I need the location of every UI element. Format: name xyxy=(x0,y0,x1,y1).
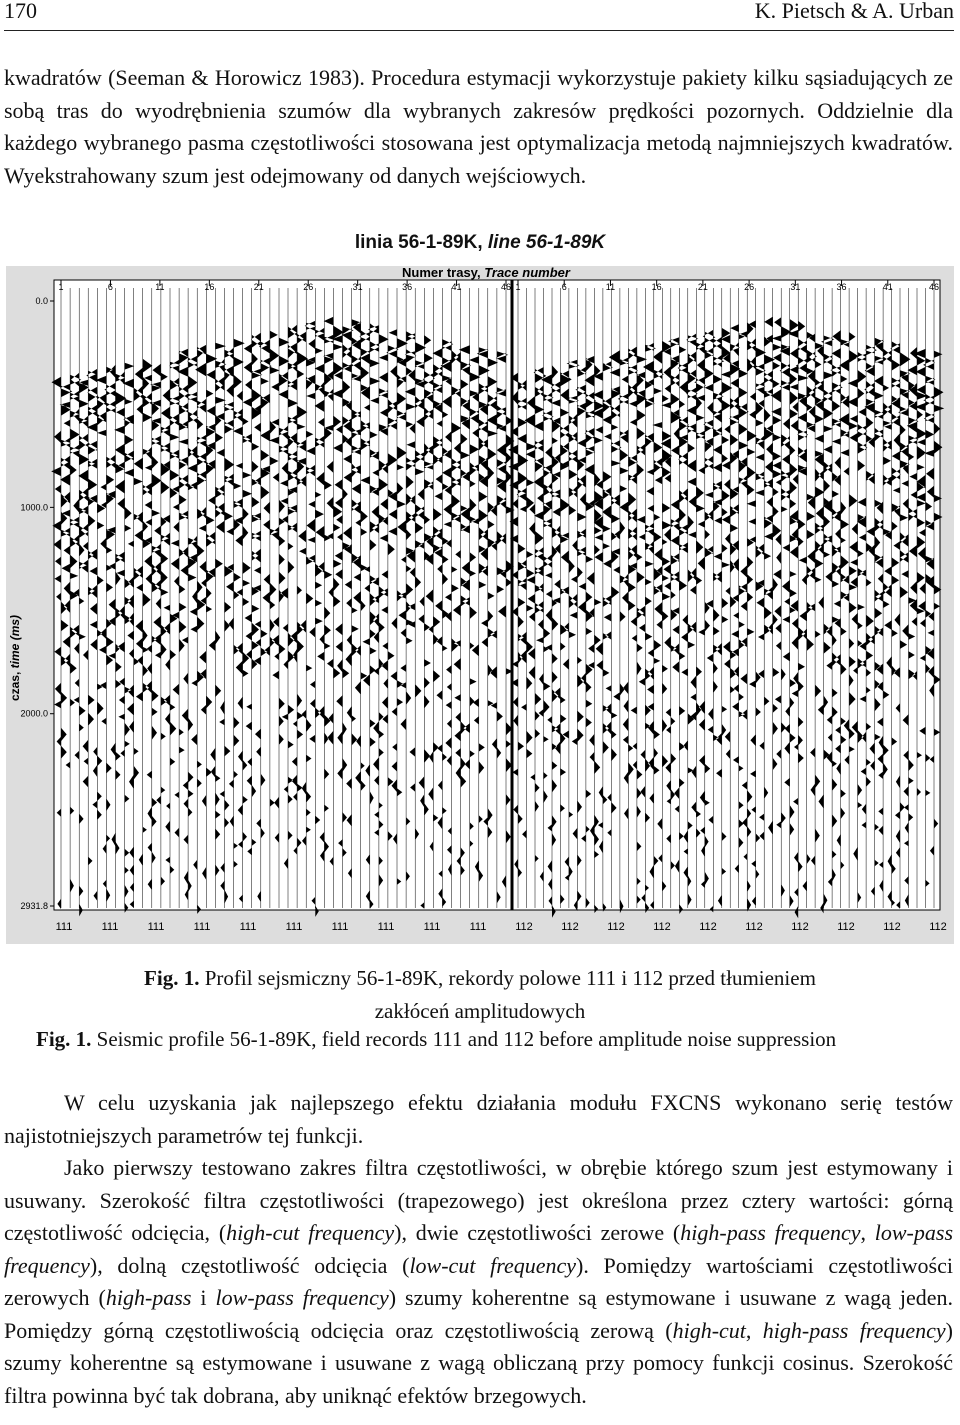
trace-tick-label: 36 xyxy=(402,282,413,292)
time-tick-label: 1000.0 xyxy=(20,502,48,513)
record-label: 112 xyxy=(883,921,901,933)
caption-english xyxy=(36,1027,836,1052)
figure-title-en: line 56-1-89K xyxy=(487,232,606,253)
trace-tick-label: 6 xyxy=(561,282,567,292)
page-header xyxy=(4,0,954,31)
seismic-figure xyxy=(6,266,954,944)
time-axis-ticks xyxy=(20,296,54,911)
record-label: 112 xyxy=(561,921,579,933)
record-label: 111 xyxy=(377,921,395,933)
record-label: 112 xyxy=(699,921,717,933)
record-label: 112 xyxy=(791,921,809,933)
trace-tick-label: 1 xyxy=(515,282,521,292)
running-authors: K. Pietsch & A. Urban xyxy=(754,0,954,23)
caption-en-text: Seismic profile 56-1-89K, field records 111 and 112 before amplitude noise suppression xyxy=(96,1027,837,1051)
trace-tick-label: 11 xyxy=(155,282,165,292)
trace-tick-label: 31 xyxy=(790,282,801,292)
record-label: 112 xyxy=(607,921,625,933)
record-label: 111 xyxy=(101,921,119,933)
seismic-section xyxy=(6,266,954,944)
record-label: 111 xyxy=(423,921,441,933)
intro-paragraph: kwadratów (Seeman & Horowicz 1983). Procedura estymacji wykorzystuje pakiety kilku sąsiadujących ze sobą tras do wyodrębnienia szumów dla wybranych zakresów prędkości pozornych. Oddzielnie dla każdego wybranego pasma częstotliwości stosowana jest optymalizacja metodą najmniejszych kwadratów. Wyekstrahowany szum jest odejmowany od danych wejściowych. xyxy=(4,65,953,189)
record-label: 111 xyxy=(147,921,165,933)
record-label: 112 xyxy=(929,921,947,933)
record-label: 112 xyxy=(745,921,763,933)
trace-tick-label: 6 xyxy=(107,282,113,292)
caption-polish xyxy=(0,962,960,1028)
trace-axis-title: Numer trasy, Trace number xyxy=(402,266,570,280)
trace-tick-label: 46 xyxy=(500,282,512,292)
record-label: 111 xyxy=(239,921,257,933)
body-paragraph-1: W celu uzyskania jak najlepszego efektu działania modułu FXCNS wykonano serię testów najistotniejszych parametrów tej funkcji. xyxy=(4,1090,953,1148)
time-axis-title: czas, time (ms) xyxy=(8,614,22,702)
trace-tick-label: 41 xyxy=(882,282,893,292)
trace-tick-label: 1 xyxy=(58,282,64,292)
record-label: 111 xyxy=(469,921,487,933)
trace-tick-label: 26 xyxy=(744,282,755,292)
page-number: 170 xyxy=(4,0,37,23)
body-text xyxy=(4,1087,953,1412)
record-label: 111 xyxy=(55,921,73,933)
time-tick-label: 0.0 xyxy=(35,296,48,306)
caption-en-label: Fig. 1. xyxy=(36,1027,92,1051)
record-label: 111 xyxy=(193,921,211,933)
caption-pl-line1: Profil sejsmiczny 56-1-89K, rekordy polowe 111 i 112 przed tłumieniem xyxy=(204,966,816,990)
caption-pl-label: Fig. 1. xyxy=(144,966,200,990)
trace-tick-label: 46 xyxy=(928,282,940,292)
trace-tick-label: 21 xyxy=(697,282,708,292)
trace-tick-label: 16 xyxy=(651,282,662,292)
record-label: 111 xyxy=(285,921,303,933)
trace-tick-label: 16 xyxy=(204,282,215,292)
trace-tick-label: 21 xyxy=(253,282,264,292)
time-tick-label: 2000.0 xyxy=(20,708,48,719)
trace-tick-label: 41 xyxy=(451,282,462,292)
record-label: 112 xyxy=(653,921,671,933)
time-tick-label: 2931.8 xyxy=(20,901,48,911)
figure-title xyxy=(0,232,960,254)
record-labels xyxy=(56,921,947,933)
record-label: 112 xyxy=(837,921,855,933)
trace-tick-label: 11 xyxy=(605,282,616,292)
trace-tick-label: 36 xyxy=(836,282,847,292)
caption-pl-line2: zakłóceń amplitudowych xyxy=(374,999,586,1023)
trace-tick-label: 31 xyxy=(352,282,363,292)
record-label: 112 xyxy=(515,921,533,933)
trace-tick-label: 26 xyxy=(303,282,314,292)
body-paragraph-2: Jako pierwszy testowano zakres filtra częstotliwości, w obrębie którego szum jest estymowany i usuwany. Szerokość filtra częstotliwości (trapezowego) jest określona przez cztery wartości: górną częstotliwość odcięcia, (high-cut frequency), dwie częstotliwości zerowe (high-pass frequency, low-pass frequency), dolną częstotliwość odcięcia (low-cut frequency). Pomiędzy wartościami częstotliwości zerowych (high-pass i low-pass frequency) szumy koherentne są estymowane i usuwane z wagą jeden. Pomiędzy górną częstotliwością odcięcia oraz częstotliwością zerową (high-cut, high-pass frequency) szumy koherentne są estymowane i usuwane z wagą obliczaną przy pomocy funkcji cosinus. Szerokość filtra powinna być tak dobrana, aby uniknąć efektów brzegowych. xyxy=(4,1155,954,1408)
figure-title-pl: linia 56-1-89K, xyxy=(354,232,483,253)
record-label: 111 xyxy=(331,921,349,933)
